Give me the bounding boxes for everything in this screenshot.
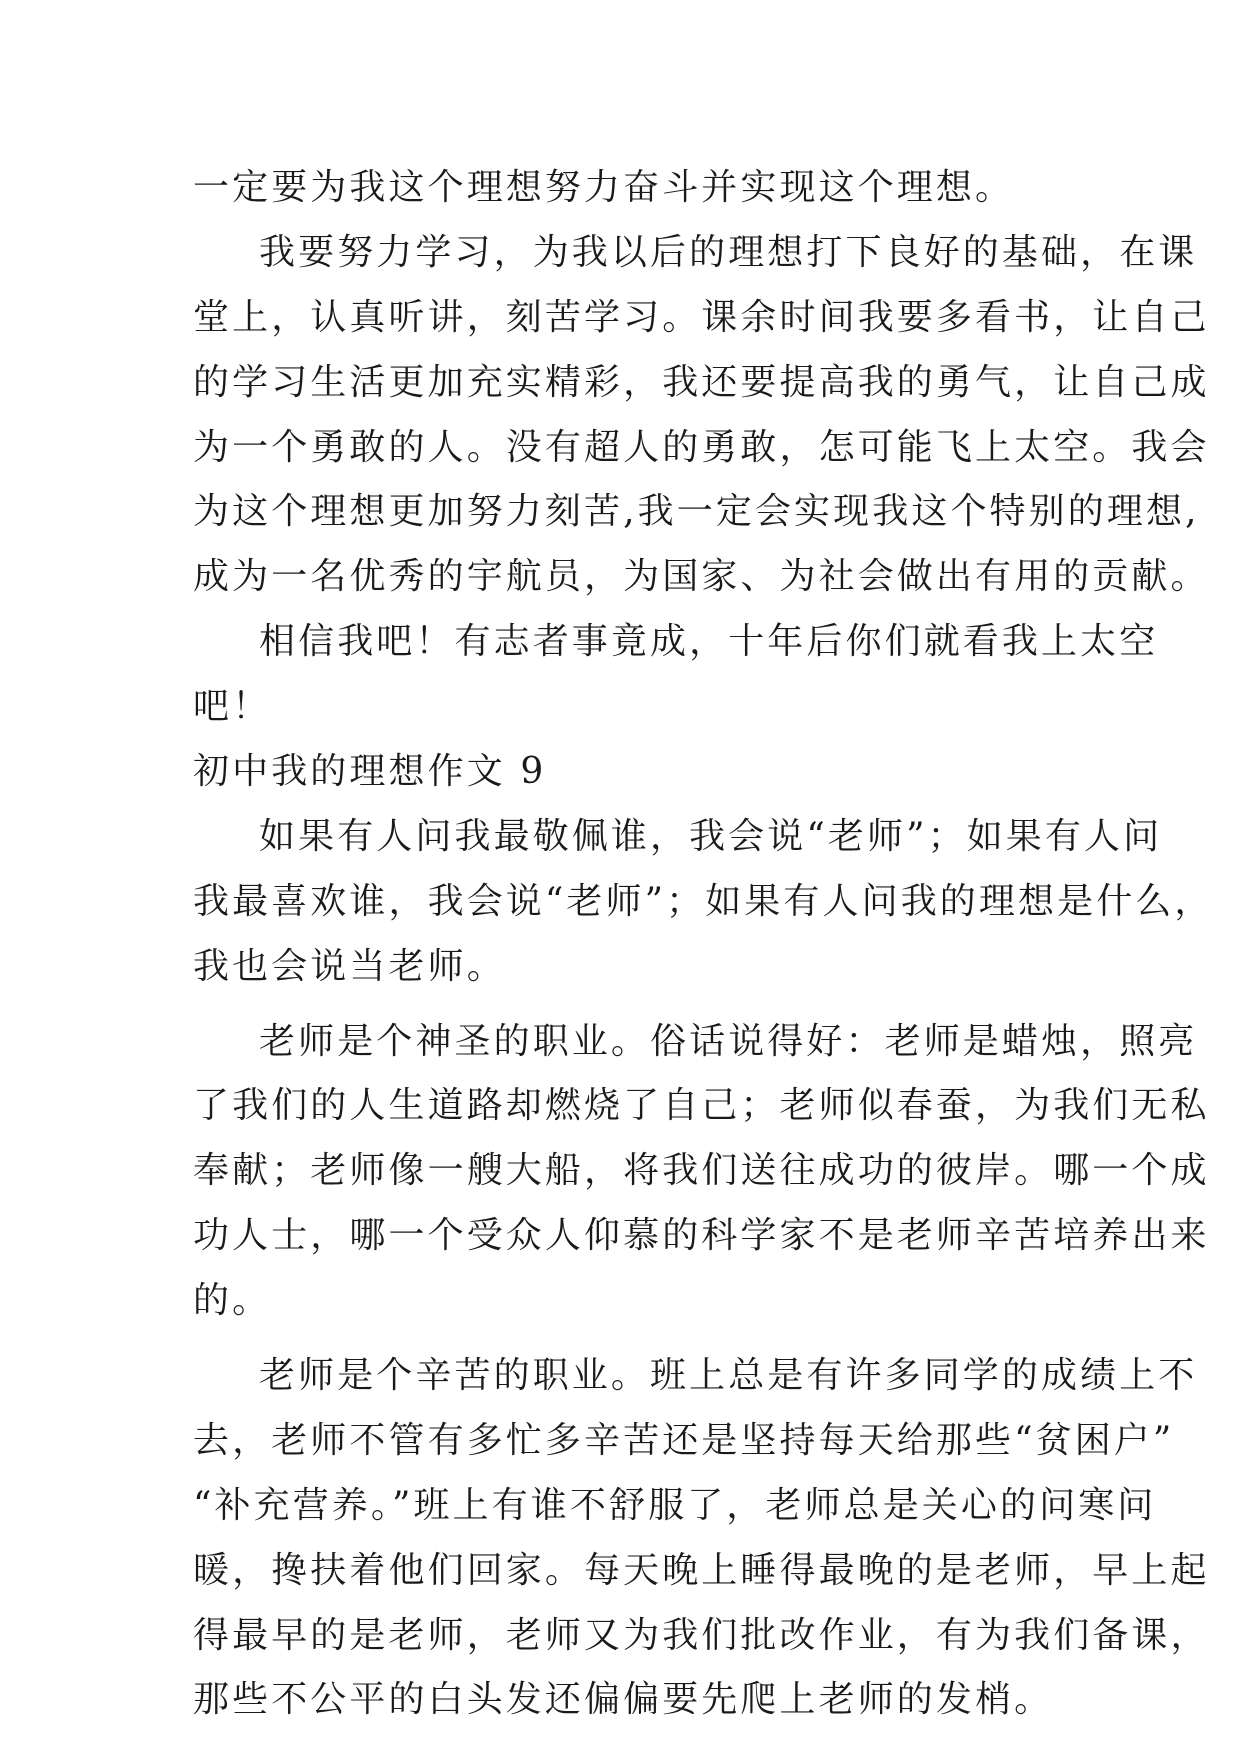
text-line: 得最早的是老师，老师又为我们批改作业，有为我们备课， [193,1614,1210,1656]
text-line: 相信我吧！有志者事竟成，十年后你们就看我上太空 [259,621,1159,663]
text-line: 奉献；老师像一艘大船，将我们送往成功的彼岸。哪一个成 [193,1150,1210,1192]
text-line: 如果有人问我最敬佩谁，我会说“老师”；如果有人问 [259,815,1163,857]
text-line: 吧！ [193,686,272,728]
text-line: 成为一名优秀的宇航员，为国家、为社会做出有用的贡献。 [193,556,1210,598]
text-line: 为这个理想更加努力刻苦,我一定会实现我这个特别的理想, [193,491,1200,533]
text-line: 为一个勇敢的人。没有超人的勇敢，怎可能飞上太空。我会 [193,426,1210,468]
text-line: 我也会说当老师。 [193,945,506,987]
paragraph [193,221,1210,610]
paragraph [193,1010,1210,1334]
heading-text: 初中我的理想作文 9 [193,751,547,793]
text-line: 老师是个神圣的职业。俗话说得好：老师是蜡烛，照亮 [259,1020,1198,1062]
text-line: 我要努力学习，为我以后的理想打下良好的基础，在课 [259,231,1198,273]
text-line: 去，老师不管有多忙多辛苦还是坚持每天给那些“贫困户” [193,1419,1175,1461]
text-line: 功人士，哪一个受众人仰慕的科学家不是老师辛苦培养出来 [193,1215,1210,1257]
paragraph-continuation [193,156,1073,221]
text-line: 的学习生活更加充实精彩，我还要提高我的勇气，让自己成 [193,361,1210,403]
text-line: “补充营养。”班上有谁不舒服了，老师总是关心的问寒问 [193,1484,1157,1526]
text-line: 老师是个辛苦的职业。班上总是有许多同学的成绩上不 [259,1355,1198,1397]
text-line: 我最喜欢谁，我会说“老师”；如果有人问我的理想是什么， [193,880,1214,922]
text-line: 一定要为我这个理想努力奋斗并实现这个理想。 [193,167,1015,208]
text-line: 堂上，认真听讲，刻苦学习。课余时间我要多看书，让自己 [193,296,1210,338]
section-heading [193,740,1073,805]
text-line: 的。 [193,1280,272,1322]
text-line: 了我们的人生道路却燃烧了自己；老师似春蚕，为我们无私 [193,1085,1210,1127]
paragraph [193,1344,1210,1733]
text-line: 那些不公平的白头发还偏偏要先爬上老师的发梢。 [193,1679,1054,1721]
paragraph [193,610,1159,740]
text-line: 暖，搀扶着他们回家。每天晚上睡得最晚的是老师，早上起 [193,1549,1210,1591]
document-body [193,156,1214,1733]
paragraph [193,805,1214,1000]
